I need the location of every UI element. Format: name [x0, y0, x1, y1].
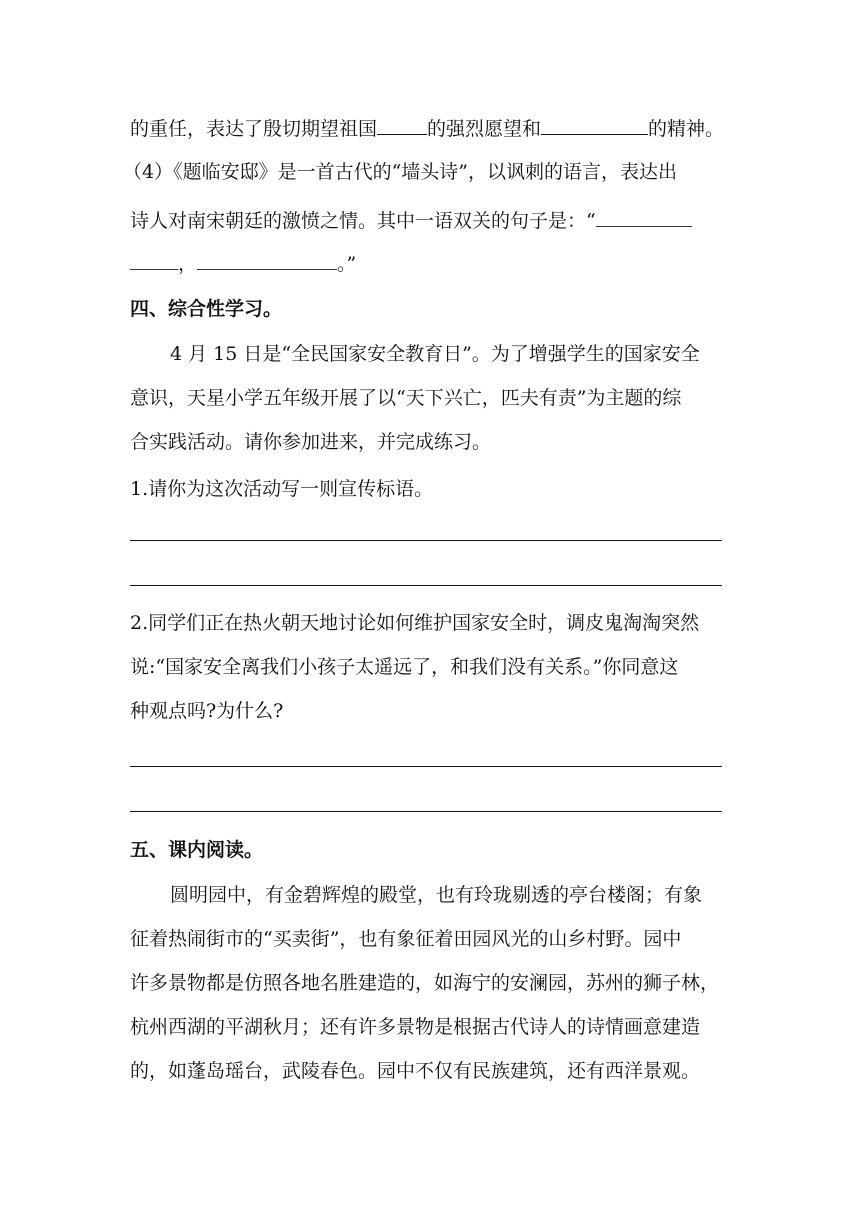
section-4-intro-1: 4 月 15 日是“全民国家安全教育日”。为了增强学生的国家安全: [170, 343, 700, 365]
answer-blank-4[interactable]: [130, 251, 178, 270]
answer-blank-1[interactable]: [377, 116, 427, 135]
section-4-title: 四、综合性学习。: [130, 298, 283, 320]
question-1: 1.请你为这次活动写一则宣传标语。: [130, 478, 434, 500]
q4-end: 。”: [337, 253, 357, 275]
answer-blank-3[interactable]: [596, 208, 692, 227]
answer-line-q2-2[interactable]: [130, 811, 722, 812]
question-2-line-1: 2.同学们正在热火朝天地讨论如何维护国家安全时，调皮鬼淘淘突然: [130, 612, 700, 634]
q3-text-c: 的精神。: [648, 118, 725, 140]
reading-paragraph-line-2: 征着热闹街市的“买卖街”，也有象征着田园风光的山乡村野。园中: [130, 928, 682, 950]
q4-line-2: [130, 208, 730, 233]
q3-fill-line: [130, 116, 730, 141]
section-4-intro-2: 意识，天星小学五年级开展了以“天下兴亡，匹夫有责”为主题的综: [130, 387, 682, 409]
reading-paragraph-line-4: 杭州西湖的平湖秋月；还有许多景物是根据古代诗人的诗情画意建造: [130, 1016, 701, 1038]
q4-line-1: （4）《题临安邸》是一首古代的“墙头诗”，以讽刺的语言，表达出: [123, 161, 678, 183]
q4-line-3: [130, 251, 730, 276]
answer-line-q1-1[interactable]: [130, 540, 722, 541]
answer-blank-2[interactable]: [541, 116, 648, 135]
reading-paragraph-line-1: 圆明园中，有金碧辉煌的殿堂，也有玲珑剔透的亭台楼阁；有象: [170, 884, 703, 906]
q3-text-b: 的强烈愿望和: [427, 118, 542, 140]
answer-line-q1-2[interactable]: [130, 585, 722, 586]
reading-paragraph-line-5: 的，如蓬岛瑶台，武陵春色。园中不仅有民族建筑，还有西洋景观。: [130, 1060, 701, 1082]
question-2-line-3: 种观点吗?为什么?: [130, 700, 284, 722]
q4-line-2-text: 诗人对南宋朝廷的激愤之情。其中一语双关的句子是：“: [130, 210, 596, 232]
section-5-title: 五、课内阅读。: [130, 839, 264, 861]
section-4-intro-3: 合实践活动。请你参加进来，并完成练习。: [130, 431, 492, 453]
answer-blank-5[interactable]: [197, 251, 337, 270]
q4-comma: ，: [178, 253, 198, 275]
q3-text-a: 的重任，表达了殷切期望祖国: [130, 118, 378, 140]
answer-line-q2-1[interactable]: [130, 766, 722, 767]
question-2-line-2: 说:“国家安全离我们小孩子太遥远了，和我们没有关系。”你同意这: [130, 656, 679, 678]
reading-paragraph-line-3: 许多景物都是仿照各地名胜建造的，如海宁的安澜园，苏州的狮子林，: [130, 972, 720, 994]
